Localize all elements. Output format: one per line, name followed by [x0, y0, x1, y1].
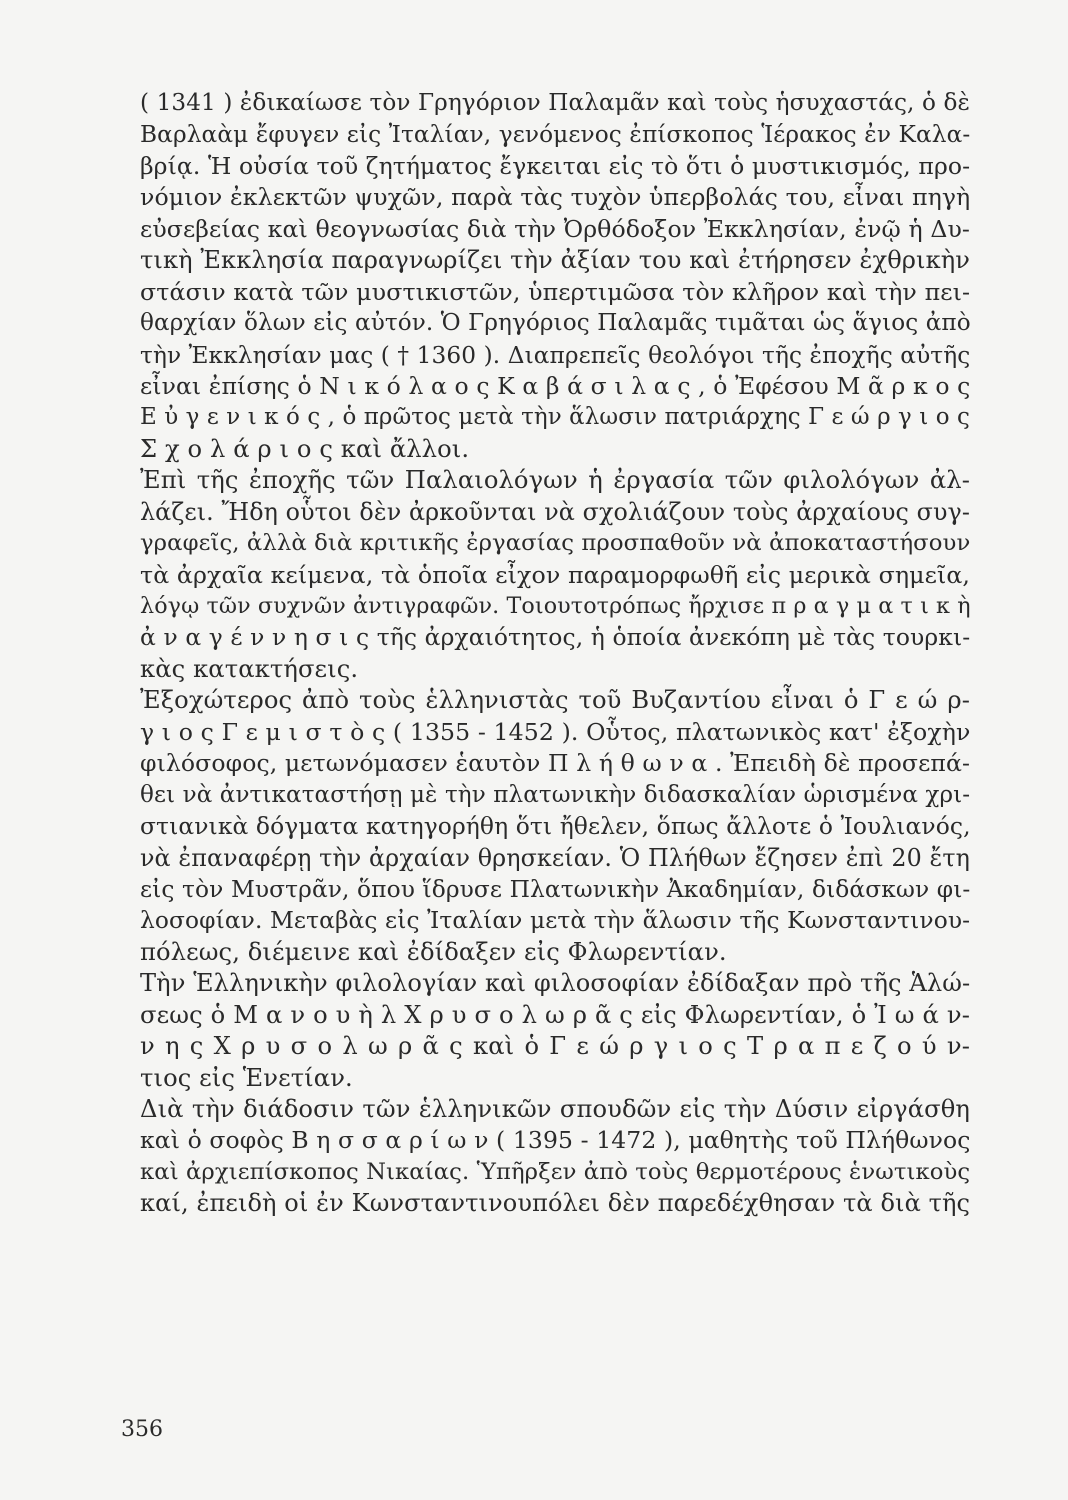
text-line: πόλεως, διέμεινε καὶ ἐδίδαξεν εἰς Φλωρεντίαν.: [140, 937, 727, 966]
text-line: σεως ὁ Μ α ν ο υ ὴ λ Χ ρ υ σ ο λ ω ρ ᾶ ς εἰς Φλωρεντίαν, ὁ Ἰ ω ά ν-: [140, 1000, 970, 1029]
text-line: θαρχίαν ὅλων εἰς αὐτόν. Ὁ Γρηγόριος Παλαμᾶς τιμᾶται ὡς ἅγιος ἀπὸ: [140, 310, 971, 337]
text-line: γ ι ο ς Γ ε μ ι σ τ ὸ ς ( 1355 - 1452 ). Οὗτος, πλατωνικὸς κατ' ἐξοχὴν: [140, 717, 971, 746]
text-line: εἰς τὸν Μυστρᾶν, ὅπου ἵδρυσε Πλατωνικὴν Ἀκαδημίαν, διδάσκων φι-: [140, 875, 971, 903]
text-line: εἶναι ἐπίσης ὁ Ν ι κ ό λ α ο ς Κ α β ά σ ι λ α ς , ὁ Ἐφέσου Μ ᾶ ρ κ ο ς: [140, 371, 971, 400]
text-line: τικὴ Ἐκκλησία παραγνωρίζει τὴν ἀξίαν του καὶ ἐτήρησεν ἐχθρικὴν: [140, 246, 970, 275]
text-line: βρίᾳ. Ἡ οὐσία τοῦ ζητήματος ἔγκειται εἰς τὸ ὅτι ὁ μυστικισμός, προ-: [140, 151, 971, 180]
text-line: λοσοφίαν. Μεταβὰς εἰς Ἰταλίαν μετὰ τὴν ἅλωσιν τῆς Κωνσταντινου-: [140, 907, 971, 935]
text-line: στιανικὰ δόγματα κατηγορήθη ὅτι ἤθελεν, ὅπως ἄλλοτε ὁ Ἰουλιανός,: [140, 812, 971, 841]
text-line: ν η ς Χ ρ υ σ ο λ ω ρ ᾶ ς καὶ ὁ Γ ε ώ ρ γ ι ο ς Τ ρ α π ε ζ ο ύ ν-: [140, 1032, 970, 1061]
page-number: 356: [121, 1417, 163, 1442]
text-line: φιλόσοφος, μετωνόμασεν ἑαυτὸν Π λ ή θ ω ν α . Ἐπειδὴ δὲ προσεπά-: [140, 749, 970, 778]
text-line: Βαρλαὰμ ἔφυγεν εἰς Ἰταλίαν, γενόμενος ἐπίσκοπος Ἱέρακος ἐν Καλα-: [140, 121, 971, 149]
text-line: τὴν Ἐκκλησίαν μας ( † 1360 ). Διαπρεπεῖς θεολόγοι τῆς ἐποχῆς αὐτῆς: [140, 341, 971, 369]
text-line: ἀ ν α γ έ ν ν η σ ι ς τῆς ἀρχαιότητος, ἡ ὁποία ἀνεκόπη μὲ τὰς τουρκι-: [140, 623, 971, 652]
text-line: Σ χ ο λ ά ρ ι ο ς καὶ ἄλλοι.: [140, 434, 470, 463]
text-line: καὶ ὁ σοφὸς Β η σ σ α ρ ί ω ν ( 1395 - 1472 ), μαθητὴς τοῦ Πλήθωνος: [140, 1126, 971, 1155]
text-line: θει νὰ ἀντικαταστήσῃ μὲ τὴν πλατωνικὴν διδασκαλίαν ὡρισμένα χρι-: [140, 781, 971, 808]
text-line: λόγῳ τῶν συχνῶν ἀντιγραφῶν. Τοιουτοτρόπως ἤρχισε π ρ α γ μ α τ ι κ ὴ: [140, 593, 971, 619]
text-line: τιος εἰς Ἑνετίαν.: [140, 1063, 353, 1092]
text-line: ( 1341 ) ἐδικαίωσε τὸν Γρηγόριον Παλαμᾶν καὶ τοὺς ἡσυχαστάς, ὁ δὲ: [140, 90, 970, 116]
text-line: Ε ὐ γ ε ν ι κ ό ς , ὁ πρῶτος μετὰ τὴν ἅλωσιν πατριάρχης Γ ε ώ ρ γ ι ο ς: [140, 404, 970, 431]
text-line: νὰ ἐπαναφέρῃ τὴν ἀρχαίαν θρησκείαν. Ὁ Πλήθων ἔζησεν ἐπὶ 20 ἔτη: [140, 843, 970, 872]
text-line: Ἐπὶ τῆς ἐποχῆς τῶν Παλαιολόγων ἡ ἐργασία τῶν φιλολόγων ἀλ-: [140, 466, 970, 495]
text-line: γραφεῖς, ἀλλὰ διὰ κριτικῆς ἐργασίας προσπαθοῦν νὰ ἀποκαταστήσουν: [140, 530, 971, 557]
text-line: καί, ἐπειδὴ οἱ ἐν Κωνσταντινουπόλει δὲν παρεδέχθησαν τὰ διὰ τῆς: [140, 1189, 971, 1218]
text-line: στάσιν κατὰ τῶν μυστικιστῶν, ὑπερτιμῶσα τὸν κλῆρον καὶ τὴν πει-: [140, 277, 971, 306]
text-line: εὐσεβείας καὶ θεογνωσίας διὰ τὴν Ὀρθόδοξον Ἐκκλησίαν, ἐνῷ ἡ Δυ-: [140, 214, 970, 243]
text-line: τὰ ἀρχαῖα κείμενα, τὰ ὁποῖα εἶχον παραμορφωθῆ εἰς μερικὰ σημεῖα,: [140, 560, 971, 589]
text-line: Τὴν Ἑλληνικὴν φιλολογίαν καὶ φιλοσοφίαν ἐδίδαξαν πρὸ τῆς Ἁλώ-: [140, 969, 971, 998]
body-text: [140, 88, 970, 1220]
text-line: κὰς κατακτήσεις.: [140, 654, 359, 683]
text-line: νόμιον ἐκλεκτῶν ψυχῶν, παρὰ τὰς τυχὸν ὑπερβολάς του, εἶναι πηγὴ: [140, 183, 971, 212]
text-line: Διὰ τὴν διάδοσιν τῶν ἑλληνικῶν σπουδῶν εἰς τὴν Δύσιν εἰργάσθη: [140, 1095, 970, 1123]
text-line: καὶ ἀρχιεπίσκοπος Νικαίας. Ὑπῆρξεν ἀπὸ τοὺς θερμοτέρους ἑνωτικοὺς: [140, 1158, 971, 1185]
text-line: λάζει. Ἤδη οὗτοι δὲν ἀρκοῦνται νὰ σχολιάζουν τοὺς ἀρχαίους συγ-: [140, 497, 970, 526]
text-line: Ἐξοχώτερος ἀπὸ τοὺς ἑλληνιστὰς τοῦ Βυζαντίου εἶναι ὁ Γ ε ώ ρ-: [140, 686, 970, 715]
